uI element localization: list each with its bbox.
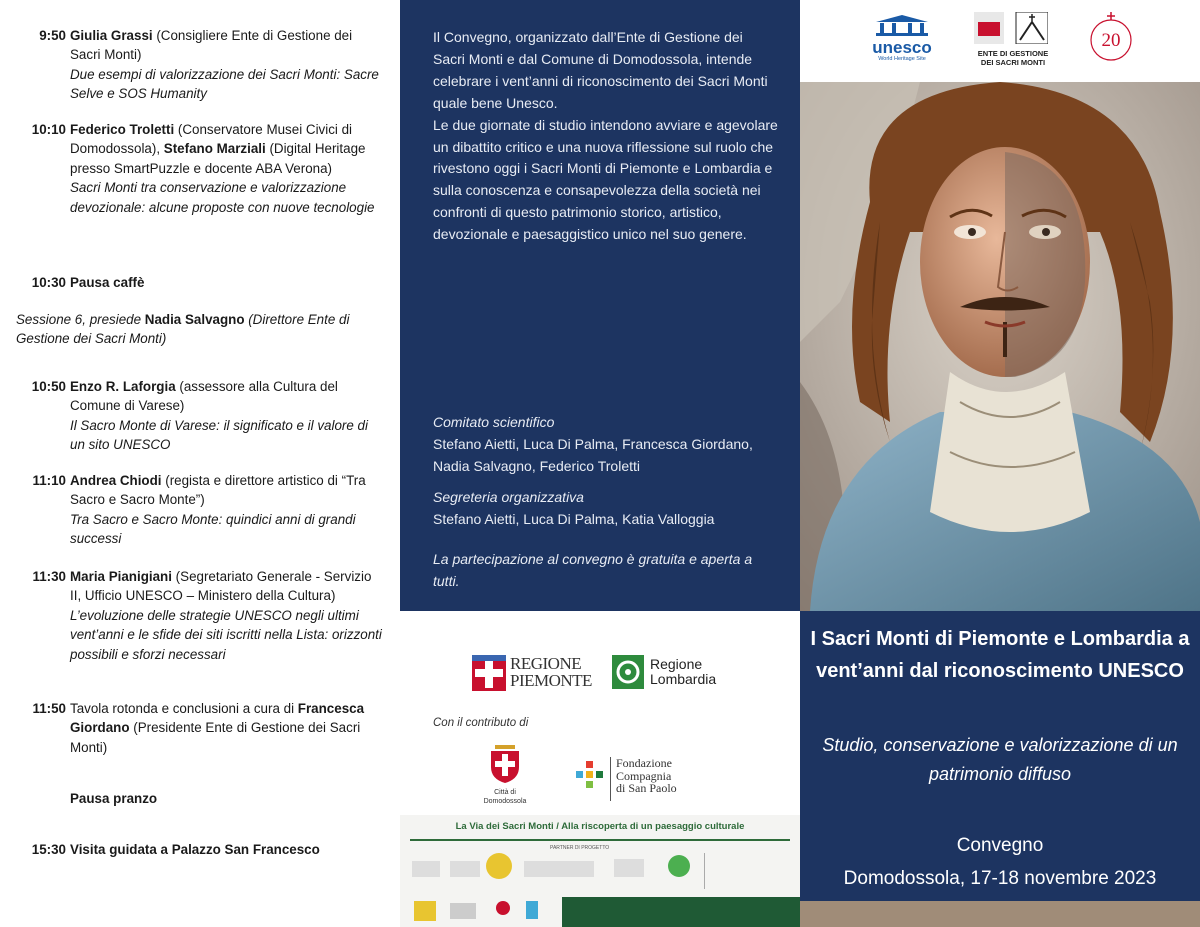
supporter-logos bbox=[704, 853, 795, 889]
program-time: 11:50 bbox=[32, 701, 66, 716]
program-entry: 11:50 Tavola rotonda e conclusioni a cura di Francesca Giordano (Presidente Ente di Gestione dei Sacri Monti) bbox=[16, 699, 386, 757]
event-place-date: Domodossola, 17-18 novembre 2023 bbox=[843, 868, 1157, 889]
program-entry bbox=[16, 120, 386, 217]
speaker-name: Enzo R. Laforgia bbox=[70, 379, 176, 394]
program-time: 10:50 bbox=[31, 379, 66, 394]
regione-piemonte-logo: REGIONE PIEMONTE bbox=[472, 655, 592, 691]
speaker-name: Stefano Marziali bbox=[163, 141, 266, 157]
secretariat-label: Segreteria organizzativa bbox=[433, 489, 584, 505]
break-label: Pausa pranzo bbox=[70, 791, 158, 806]
partner-logo bbox=[486, 853, 512, 879]
program-time: 11:10 bbox=[32, 473, 66, 488]
intro-text: Il Convegno, organizzato dall’Ente di Gestione dei Sacri Monti e dal Comune di Domodossola, intende celebrare i vent’anni di riconoscimento dei Sacri Monti quale bene Unesco. Le due giornate di studio intendono avviare e agevolare un dibattito critico e una nuova riflessione sul ruolo che rivestono oggi i Sacri Monti di Piemonte e Lombardia e sulla conoscenza e consapevolezza della società nei confronti di questo patrimonio storico, artistico, devozionale e paesaggistico unico nel suo genere. bbox=[433, 29, 778, 243]
program-entry bbox=[16, 26, 386, 104]
title-panel bbox=[800, 611, 1200, 901]
program-entry bbox=[16, 377, 386, 455]
banner-title: La Via dei Sacri Monti / Alla riscoperta di un paesaggio culturale bbox=[455, 821, 745, 832]
secretariat-names: Stefano Aietti, Luca Di Palma, Katia Valloggia bbox=[433, 510, 715, 527]
city-crest-icon bbox=[487, 739, 523, 783]
event-type: Convegno bbox=[956, 835, 1044, 856]
committee-label: Comitato scientifico bbox=[433, 414, 555, 430]
unesco-logo: unesco World Heritage Site bbox=[866, 14, 938, 62]
network-logo bbox=[496, 901, 510, 915]
program-time: 9:50 bbox=[39, 28, 66, 43]
domodossola-crest: Città di Domodossola bbox=[480, 739, 530, 806]
partner-logo bbox=[450, 861, 480, 877]
sculpture-image bbox=[800, 82, 1200, 611]
fondazione-logo: Fondazione Compagnia di San Paolo bbox=[576, 757, 696, 801]
partner-logo bbox=[614, 859, 644, 877]
program-time: 11:30 bbox=[32, 569, 66, 584]
sculpture-photo bbox=[800, 82, 1200, 611]
program-entry bbox=[16, 471, 386, 549]
project-banner bbox=[400, 815, 800, 927]
speaker-name: Giulia Grassi bbox=[70, 28, 153, 43]
intro-panel bbox=[400, 0, 800, 611]
partner-logo bbox=[412, 861, 440, 877]
network-logo bbox=[450, 903, 476, 919]
ente-mark-icon bbox=[974, 12, 1048, 44]
sponsors-panel bbox=[400, 611, 800, 927]
banner-footer bbox=[562, 897, 800, 927]
event-info bbox=[810, 829, 1190, 895]
network-logo bbox=[414, 901, 436, 921]
speaker-role: (Conservatore Musei Civici di Domodossola), bbox=[70, 122, 353, 157]
program-entry bbox=[16, 273, 386, 292]
speaker-role: (Presidente Ente di Gestione dei Sacri Monti) bbox=[70, 720, 361, 755]
program-entry bbox=[16, 567, 386, 664]
regione-lombardia-logo: Regione Lombardia bbox=[612, 655, 732, 691]
session-chair: Nadia Salvagno bbox=[144, 312, 245, 327]
speaker-role: (Digital Heritage presso SmartPuzzle e docente ABA Verona) bbox=[70, 141, 366, 176]
speaker-role: (regista e direttore artistico di “Tra Sacro e Sacro Monte”) bbox=[70, 473, 366, 508]
network-logo bbox=[526, 901, 538, 919]
program-entry bbox=[16, 840, 386, 859]
program-entry bbox=[16, 789, 386, 808]
ente-gestione-logo: ENTE DI GESTIONE DEI SACRI MONTI bbox=[974, 12, 1052, 67]
speaker-name: Federico Troletti bbox=[70, 122, 175, 137]
unesco-temple-icon bbox=[872, 14, 932, 36]
header-logos bbox=[800, 0, 1200, 82]
committee-names: Stefano Aietti, Luca Di Palma, Francesca Giordano, Nadia Salvagno, Federico Troletti bbox=[433, 435, 753, 474]
event-title: I Sacri Monti di Piemonte e Lombardia a vent’anni dal riconoscimento UNESCO bbox=[810, 628, 1190, 682]
speaker-name: Maria Pianigiani bbox=[70, 569, 172, 584]
anniversary-logo: 20 bbox=[1084, 10, 1138, 64]
program-time: 15:30 bbox=[31, 842, 66, 857]
visit-label: Visita guidata a Palazzo San Francesco bbox=[70, 842, 320, 857]
speaker-role: (Consigliere Ente di Gestione dei Sacri Monti) bbox=[70, 28, 353, 63]
talk-title: Tra Sacro e Sacro Monte: quindici anni di grandi successi bbox=[70, 511, 356, 547]
talk-title: L’evoluzione delle strategie UNESCO negli ultimi vent’anni e le sfide dei siti iscritti nella Lista: orizzonti possibili e sforzi necessari bbox=[70, 607, 382, 662]
piemonte-flag-icon bbox=[472, 655, 506, 691]
photo-strip bbox=[800, 901, 1200, 927]
program-time: 10:10 bbox=[31, 122, 66, 137]
speaker-name: Francesca Giordano bbox=[70, 701, 365, 736]
contribution-label: Con il contributo di bbox=[433, 717, 529, 729]
talk-title: Sacri Monti tra conservazione e valorizzazione devozionale: alcune proposte con nuove tecnologie bbox=[70, 180, 375, 215]
participation-note: La partecipazione al convegno è gratuita e aperta a tutti. bbox=[433, 551, 753, 589]
program-panel bbox=[0, 0, 400, 927]
committee-block bbox=[433, 412, 778, 478]
talk-title: Due esempi di valorizzazione dei Sacri Monti: Sacre Selve e SOS Humanity bbox=[70, 66, 379, 102]
talk-title: Il Sacro Monte di Varese: il significato e il valore di un sito UNESCO bbox=[70, 417, 368, 453]
speaker-role: (assessore alla Cultura del Comune di Varese) bbox=[70, 379, 338, 414]
partner-logo bbox=[524, 861, 594, 877]
speaker-name: Andrea Chiodi bbox=[70, 473, 162, 488]
event-subtitle: Studio, conservazione e valorizzazione di un patrimonio diffuso bbox=[822, 735, 1178, 784]
partner-logo bbox=[668, 855, 690, 877]
fondazione-mosaic-icon bbox=[576, 761, 604, 793]
break-label: Pausa caffè bbox=[70, 275, 145, 290]
session-heading: Sessione 6, presiede Nadia Salvagno (Direttore Ente di Gestione dei Sacri Monti) bbox=[16, 312, 350, 347]
secretariat-block bbox=[433, 487, 778, 531]
speaker-role: (Segretariato Generale - Servizio II, Ufficio UNESCO – Ministero della Cultura) bbox=[70, 569, 372, 604]
lombardia-rose-icon bbox=[612, 655, 644, 689]
partner-label: PARTNER DI PROGETTO bbox=[550, 845, 610, 851]
program-time: 10:30 bbox=[31, 275, 66, 290]
